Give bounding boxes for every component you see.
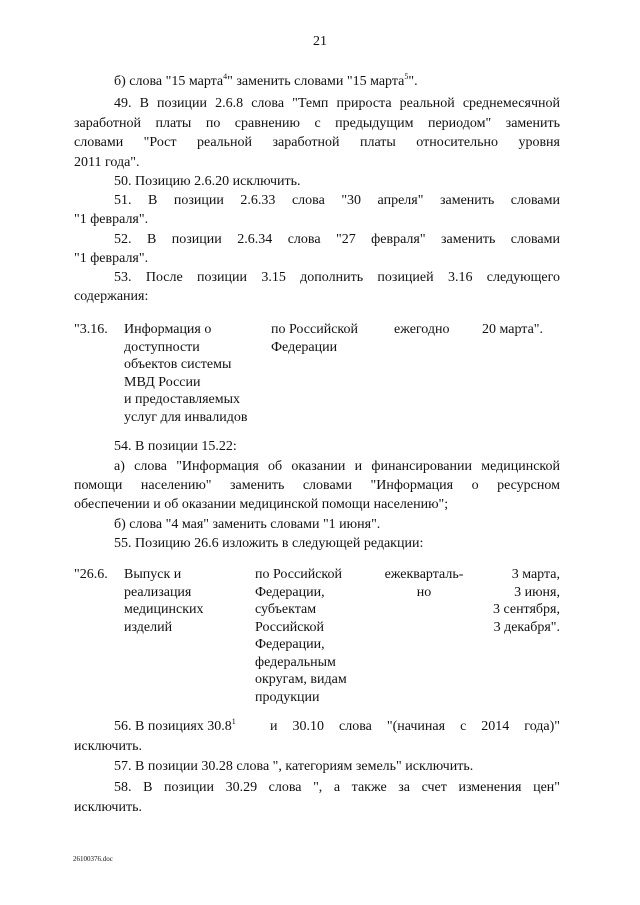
table1-name-line: Информация о — [124, 322, 212, 337]
table1-name-line: доступности — [124, 339, 200, 355]
table2-name-line: Выпуск и — [124, 567, 182, 582]
page-number: 21 — [313, 34, 327, 49]
text-fragment: и 30.10 слова "(начиная с 2014 года)" — [270, 719, 560, 734]
paragraph-b-march — [114, 74, 418, 90]
superscript: 5 — [404, 72, 409, 81]
paragraph-53-line-1: 53. После позиции 3.15 дополнить позицией 3.16 следующего — [114, 270, 560, 285]
table1-name-line: МВД России — [124, 374, 201, 390]
paragraph-54a-line-2: помощи населению" заменить словами "Информация о ресурсном — [74, 478, 560, 493]
paragraph-49-line-3: словами "Рост реальной заработной платы относительно уровня — [74, 135, 560, 150]
text-fragment: 56. В позициях 30.8 — [114, 719, 232, 734]
table1-level-line: Федерации — [271, 339, 338, 355]
paragraph-49-line-1: 49. В позиции 2.6.8 слова "Темп прироста реальной среднемесячной — [114, 96, 560, 111]
superscript: 1 — [231, 717, 236, 726]
table2-level-line: по Российской — [255, 567, 342, 582]
table2-level-line: Федерации, — [255, 637, 325, 652]
paragraph-52-line-2: "1 февраля". — [74, 251, 149, 266]
paragraph-55: 55. Позицию 26.6 изложить в следующей редакции: — [114, 536, 424, 551]
paragraph-49-line-4: 2011 года". — [74, 155, 140, 170]
table2-name-cell — [124, 566, 204, 636]
text-fragment: " заменить словами "15 марта — [227, 74, 405, 89]
table1-level-line: по Российской — [271, 322, 358, 337]
table2-period-line: ежекварталь- — [384, 567, 464, 582]
table2-date-line: 3 декабря". — [493, 619, 560, 635]
table2-dates-cell — [470, 566, 560, 636]
paragraph-56-line-1 — [114, 719, 560, 735]
superscript: 4 — [223, 72, 228, 81]
table2-period-cell — [382, 566, 466, 601]
table2-date-line: 3 июня, — [514, 584, 560, 600]
paragraph-56-line-2: исключить. — [74, 739, 142, 754]
file-name-footer: 26100376.doc — [73, 855, 113, 863]
paragraph-57: 57. В позиции 30.28 слова ", категориям земель" исключить. — [114, 759, 474, 774]
table2-level-line: Федерации, — [255, 584, 325, 600]
table2-name-line: медицинских — [124, 602, 204, 617]
table2-level-line: округам, видам — [255, 672, 347, 687]
table2-date-line: 3 марта, — [511, 567, 560, 582]
paragraph-53-line-2: содержания: — [74, 289, 149, 304]
text-fragment: ". — [408, 74, 418, 89]
table2-number: "26.6. — [74, 567, 108, 582]
paragraph-49-line-2: заработной платы по сравнению с предыдущим периодом" заменить — [74, 116, 560, 131]
table2-name-line: реализация — [124, 584, 192, 600]
paragraph-54b: б) слова "4 мая" заменить словами "1 июня". — [114, 517, 381, 532]
paragraph-54a-line-3: обеспечении и об оказании медицинской помощи населению"; — [74, 497, 449, 512]
table1-date: 20 марта". — [482, 322, 544, 337]
table2-level-line: федеральным — [255, 654, 336, 670]
table2-date-line: 3 сентября, — [492, 602, 560, 617]
table2-period-line: но — [416, 584, 432, 600]
paragraph-52-line-1: 52. В позиции 2.6.34 слова "27 февраля" заменить словами — [114, 232, 560, 247]
paragraph-51-line-2: "1 февраля". — [74, 212, 149, 227]
table1-name-line: услуг для инвалидов — [124, 409, 248, 425]
text-fragment: б) слова "15 марта — [114, 74, 224, 89]
table2-name-line: изделий — [124, 619, 173, 635]
paragraph-51-line-1: 51. В позиции 2.6.33 слова "30 апреля" заменить словами — [114, 193, 560, 208]
paragraph-54: 54. В позиции 15.22: — [114, 439, 237, 454]
table2-level-cell — [255, 566, 347, 706]
text-fragment — [114, 719, 236, 735]
table1-name-cell — [124, 321, 247, 426]
table2-level-line: продукции — [255, 689, 320, 705]
table1-number: "3.16. — [74, 322, 108, 337]
table1-name-line: и предоставляемых — [124, 392, 241, 407]
table1-level-cell — [271, 321, 358, 356]
paragraph-54a-line-1: а) слова "Информация об оказании и финансировании медицинской — [114, 459, 560, 474]
table2-level-line: Российской — [255, 619, 324, 635]
paragraph-58-line-1: 58. В позиции 30.29 слова ", а также за счет изменения цен" — [114, 780, 560, 795]
table1-period: ежегодно — [394, 322, 450, 337]
table1-name-line: объектов системы — [124, 357, 232, 372]
paragraph-58-line-2: исключить. — [74, 800, 142, 815]
table2-level-line: субъектам — [255, 602, 317, 617]
paragraph-50: 50. Позицию 2.6.20 исключить. — [114, 174, 301, 189]
